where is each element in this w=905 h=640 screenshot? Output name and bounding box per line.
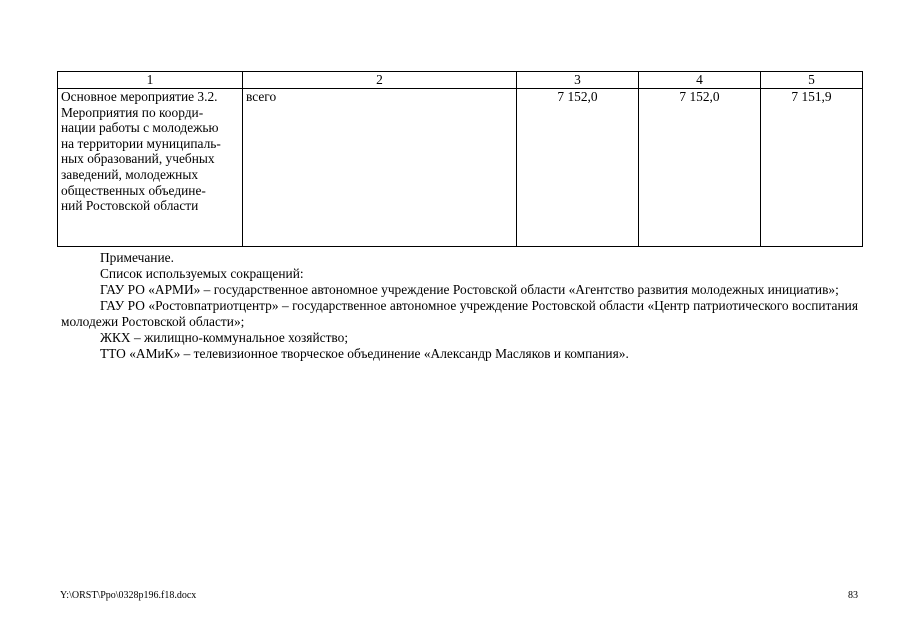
activity-name-line: ний Ростовской области: [61, 198, 199, 214]
abbreviations-title: Список используемых сокращений:: [100, 266, 304, 281]
notes-section: [61, 250, 858, 362]
funding-source-cell: всего: [243, 89, 517, 247]
activity-name-line: нации работы с молодежью: [61, 120, 219, 136]
abbreviation-item: ГАУ РО «АРМИ» – государственное автономное учреждение Ростовской области «Агентство развития молодежных инициатив»;: [100, 282, 839, 297]
column-header-4: 4: [639, 72, 761, 89]
activity-name-line: ных образований, учебных: [61, 151, 215, 167]
column-header-1: 1: [58, 72, 243, 89]
footer-page-number: 83: [848, 590, 858, 601]
table-row: [58, 89, 863, 247]
activity-name-line: на территории муниципаль-: [61, 135, 221, 151]
table-header-row: [58, 72, 863, 89]
column-header-2: 2: [243, 72, 517, 89]
abbreviation-item: ЖКХ – жилищно-коммунальное хозяйство;: [100, 330, 349, 345]
column-header-3: 3: [517, 72, 639, 89]
activity-name-line: Мероприятия по коорди-: [61, 104, 204, 120]
activity-name-cell: [58, 89, 243, 247]
footer-file-path: Y:\ORST\Ppo\0328p196.f18.docx: [60, 590, 197, 601]
abbreviation-item: ТТО «АМиК» – телевизионное творческое объединение «Александр Масляков и компания».: [100, 346, 629, 361]
activity-name-line: общественных объедине-: [61, 182, 206, 198]
notes-title: Примечание.: [100, 250, 174, 265]
value-cell-col3: 7 152,0: [517, 89, 639, 247]
value-cell-col4: 7 152,0: [639, 89, 761, 247]
budget-table: [57, 71, 863, 247]
abbreviation-item: ГАУ РО «Ростовпатриотцентр» – государственное автономное учреждение Ростовской области «Центр патриотического воспитания молодежи Ростовской области»;: [61, 298, 858, 329]
value-cell-col5: 7 151,9: [761, 89, 863, 247]
activity-name-line: заведений, молодежных: [61, 166, 199, 182]
activity-name-line: Основное мероприятие 3.2.: [61, 89, 218, 104]
column-header-5: 5: [761, 72, 863, 89]
